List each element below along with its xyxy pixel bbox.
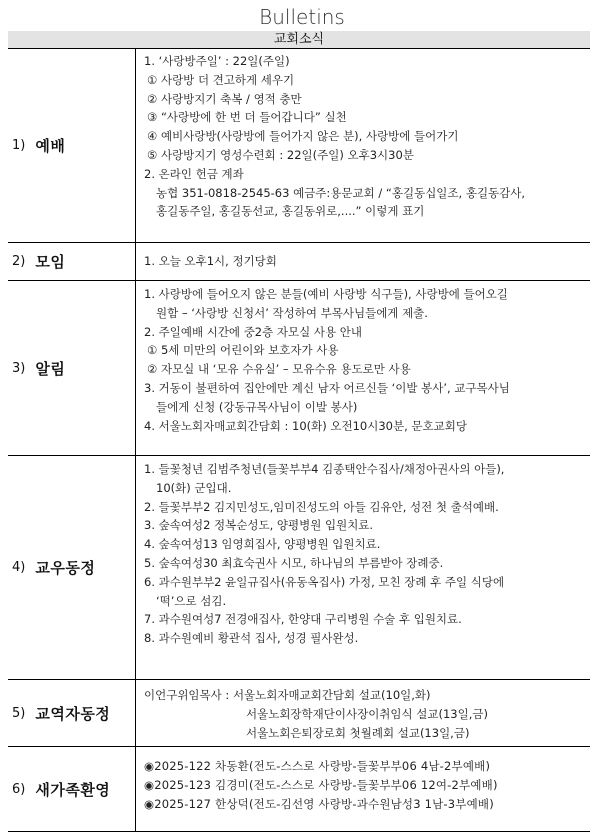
row-number: 5)	[12, 705, 26, 721]
row-label	[8, 281, 136, 455]
content-line: ◉2025-122 차동환(전도-스스로 사랑방-들꽃부부06 4남-2부예배)	[144, 759, 491, 773]
content-line: 2. 주일예배 시간에 중2층 자모실 사용 안내	[144, 324, 362, 339]
content-line: 3. 거동이 불편하여 집안에만 계신 남자 어르신들 ‘이발 봉사’, 교구목사님	[144, 380, 510, 395]
content-line: ⑤ 사랑방지기 영성수련회 : 22일(주일) 오후3시30분	[147, 147, 414, 162]
content-line: 원함 – ‘사랑방 신청서’ 작성하여 부목사님들에게 제출.	[156, 305, 428, 320]
content-line: 6. 과수원부부2 윤일규집사(유동옥집사) 가정, 모친 장례 후 주일 식당에	[144, 574, 505, 589]
section-header: 교회소식	[8, 31, 590, 49]
row-number: 3)	[12, 360, 26, 376]
content-line: ③ “사랑방에 한 번 더 들어갑니다” 실천	[147, 110, 347, 125]
row-label	[8, 48, 136, 242]
content-line: 10(화) 군입대.	[156, 480, 232, 495]
content-line: 홍길동주일, 홍길동선교, 홍길동위로,....” 이렇게 표기	[156, 204, 425, 219]
row-number: 1)	[12, 137, 26, 153]
content-line: 1. 사랑방에 들어오지 않은 분들(예비 사랑방 식구들), 사랑방에 들어오길	[144, 287, 508, 301]
content-line: 1. 오늘 오후1시, 정기당회	[144, 254, 277, 268]
row-number: 4)	[12, 560, 26, 575]
content-line: 이언구위임목사 : 서울노회자매교회간담회 설교(10일,화)	[144, 688, 431, 702]
row-number: 2)	[12, 254, 26, 269]
content-line: 들에게 신청 (강동규목사님이 이발 봉사)	[156, 399, 358, 414]
row-content	[136, 243, 590, 280]
row-content	[136, 281, 590, 455]
content-line: ② 사랑방지기 축복 / 영적 충만	[147, 91, 302, 106]
table-row-new-family	[8, 747, 590, 832]
row-content	[136, 48, 590, 242]
row-label	[8, 243, 136, 280]
row-label	[8, 680, 136, 746]
row-content	[136, 680, 590, 746]
row-number: 6)	[12, 781, 26, 797]
bulletin-table	[8, 48, 590, 832]
content-line: 2. 들꽃부부2 김지민성도,임미진성도의 아들 김유안, 성전 첫 출석예배.	[144, 499, 499, 514]
content-line: ① 5세 미만의 어린이와 보호자가 사용	[147, 343, 339, 358]
content-line: 서울노회은퇴장로회 첫월례회 설교(13일,금)	[246, 725, 470, 740]
content-line: ‘떡’으로 섬김.	[156, 593, 227, 608]
row-title: 교우동정	[35, 559, 96, 577]
table-row-meeting	[8, 243, 590, 281]
content-line: 5. 숲속여성30 최효숙권사 시모, 하나님의 부름받아 장례중.	[144, 555, 444, 570]
content-line: ◉2025-127 한상덕(전도-김선영 사랑방-과수원남성3 1남-3부예배)	[144, 796, 494, 811]
row-title: 새가족환영	[35, 780, 111, 799]
table-row-worship	[8, 48, 590, 243]
content-line: 1. ‘사랑방주일’ : 22일(주일)	[144, 54, 290, 68]
content-line: 농협 351-0818-2545-63 예금주:용문교회 / “홍길동십일조, 홍길동감사,	[156, 185, 526, 200]
row-label	[8, 456, 136, 679]
row-content	[136, 456, 590, 679]
table-row-member-news	[8, 456, 590, 680]
row-title: 모임	[35, 253, 66, 271]
content-line: 8. 과수원예비 황관석 집사, 성경 필사완성.	[144, 631, 359, 646]
row-title: 교역자동정	[35, 704, 111, 723]
content-line: 3. 숲속여성2 정복순성도, 양평병원 입원치료.	[144, 518, 374, 533]
table-row-notices	[8, 281, 590, 456]
content-line: 1. 들꽃청년 김범주청년(들꽃부부4 김종택안수집사/채정아권사의 아들),	[144, 462, 505, 476]
content-line: 4. 서울노회자매교회간담회 : 10(화) 오전10시30분, 문호교회당	[144, 418, 467, 433]
row-content	[136, 747, 590, 831]
content-line: ④ 예비사랑방(사랑방에 들어가지 않은 분), 사랑방에 들어가기	[147, 129, 459, 144]
page-title: Bulletins	[259, 5, 345, 29]
table-row-pastor-news	[8, 680, 590, 747]
row-title: 알림	[35, 359, 66, 378]
content-line: ① 사랑방 더 견고하게 세우기	[147, 72, 295, 87]
content-line: ② 자모실 내 ‘모유 수유실’ – 모유수유 용도로만 사용	[147, 362, 411, 377]
row-label	[8, 747, 136, 831]
row-title: 예배	[35, 136, 66, 155]
content-line: 4. 숲속여성13 임영희집사, 양평병원 입원치료.	[144, 537, 381, 552]
content-line: 2. 온라인 헌금 계좌	[144, 166, 244, 181]
content-line: ◉2025-123 김경미(전도-스스로 사랑방-들꽃부부06 12여-2부예배)	[144, 777, 498, 792]
content-line: 7. 과수원여성7 전경애집사, 한양대 구리병원 수술 후 입원치료.	[144, 612, 462, 627]
content-line: 서울노회장학재단이사장이취임식 설교(13일,금)	[246, 706, 488, 721]
